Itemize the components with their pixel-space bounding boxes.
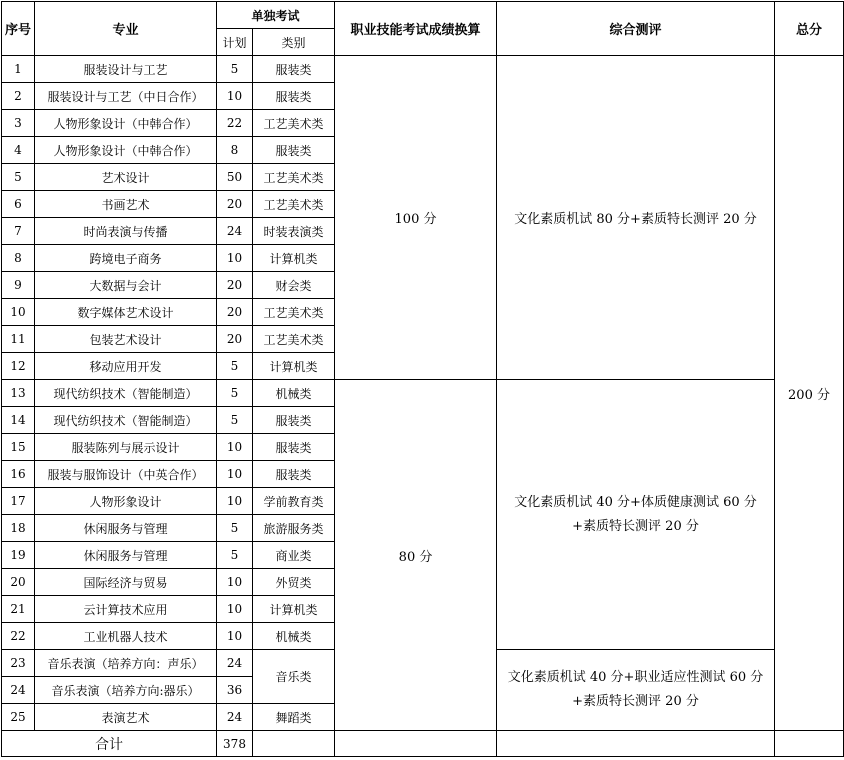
- row-no: 10: [2, 299, 35, 326]
- row-category: 机械类: [253, 380, 335, 407]
- row-major: 现代纺织技术（智能制造）: [35, 407, 217, 434]
- assessment-group-b-line2: +素质特长测评 20 分: [572, 518, 699, 534]
- row-no: 17: [2, 488, 35, 515]
- row-major: 音乐表演（培养方向:器乐）: [35, 677, 217, 704]
- row-plan: 10: [217, 83, 253, 110]
- row-plan: 10: [217, 596, 253, 623]
- row-no: 21: [2, 596, 35, 623]
- row-plan: 36: [217, 677, 253, 704]
- skill-score-group-a: 100 分: [335, 56, 497, 380]
- row-plan: 5: [217, 407, 253, 434]
- row-plan: 50: [217, 164, 253, 191]
- header-assessment: 综合测评: [497, 2, 775, 56]
- row-major: 移动应用开发: [35, 353, 217, 380]
- row-category: 工艺美术类: [253, 164, 335, 191]
- row-no: 8: [2, 245, 35, 272]
- row-category: 服装类: [253, 407, 335, 434]
- assessment-group-c-line1: 文化素质机试 40 分+职业适应性测试 60 分: [507, 670, 764, 685]
- total-row: [2, 731, 844, 757]
- row-no: 6: [2, 191, 35, 218]
- row-category: 学前教育类: [253, 488, 335, 515]
- row-major: 大数据与会计: [35, 272, 217, 299]
- empty-cell: [335, 731, 497, 757]
- row-category: 商业类: [253, 542, 335, 569]
- row-category: 工艺美术类: [253, 326, 335, 353]
- row-major: 时尚表演与传播: [35, 218, 217, 245]
- row-major: 国际经济与贸易: [35, 569, 217, 596]
- row-category: 服装类: [253, 461, 335, 488]
- row-major: 表演艺术: [35, 704, 217, 731]
- total-score: 200 分: [775, 56, 844, 731]
- row-no: 18: [2, 515, 35, 542]
- assessment-group-b: [497, 380, 775, 650]
- row-category: 计算机类: [253, 353, 335, 380]
- row-category: 服装类: [253, 137, 335, 164]
- row-plan: 5: [217, 542, 253, 569]
- row-major: 人物形象设计（中韩合作）: [35, 110, 217, 137]
- row-category: 计算机类: [253, 596, 335, 623]
- skill-score-group-b: 80 分: [335, 380, 497, 731]
- header-seq: 序号: [2, 2, 35, 56]
- row-major: 人物形象设计（中韩合作）: [35, 137, 217, 164]
- row-major: 音乐表演（培养方向：声乐）: [35, 650, 217, 677]
- row-plan: 5: [217, 353, 253, 380]
- row-category: 服装类: [253, 56, 335, 83]
- row-no: 25: [2, 704, 35, 731]
- row-major: 工业机器人技术: [35, 623, 217, 650]
- header-plan: 计划: [217, 29, 253, 56]
- header-major: 专业: [35, 2, 217, 56]
- row-category: 服装类: [253, 83, 335, 110]
- row-plan: 10: [217, 245, 253, 272]
- row-no: 14: [2, 407, 35, 434]
- admission-plan-table: [1, 1, 844, 757]
- row-plan: 22: [217, 110, 253, 137]
- assessment-group-c-line2: +素质特长测评 20 分: [572, 694, 699, 709]
- row-plan: 20: [217, 299, 253, 326]
- row-category: 计算机类: [253, 245, 335, 272]
- header-category: 类别: [253, 29, 335, 56]
- row-category: 工艺美术类: [253, 299, 335, 326]
- header-separate-exam: 单独考试: [217, 2, 335, 29]
- row-major: 书画艺术: [35, 191, 217, 218]
- row-category: 工艺美术类: [253, 191, 335, 218]
- row-no: 13: [2, 380, 35, 407]
- empty-cell: [253, 731, 335, 757]
- empty-cell: [775, 731, 844, 757]
- row-no: 22: [2, 623, 35, 650]
- row-plan: 10: [217, 434, 253, 461]
- row-no: 23: [2, 650, 35, 677]
- row-major: 休闲服务与管理: [35, 515, 217, 542]
- row-major: 数字媒体艺术设计: [35, 299, 217, 326]
- row-major: 云计算技术应用: [35, 596, 217, 623]
- row-plan: 20: [217, 191, 253, 218]
- row-plan: 10: [217, 623, 253, 650]
- row-plan: 10: [217, 569, 253, 596]
- row-plan: 24: [217, 218, 253, 245]
- row-category: 时装表演类: [253, 218, 335, 245]
- row-major: 休闲服务与管理: [35, 542, 217, 569]
- row-no: 9: [2, 272, 35, 299]
- assessment-group-b-line1: 文化素质机试 40 分+体质健康测试 60 分: [514, 494, 757, 510]
- assessment-group-a: 文化素质机试 80 分+素质特长测评 20 分: [497, 56, 775, 380]
- row-plan: 10: [217, 461, 253, 488]
- row-major: 服装陈列与展示设计: [35, 434, 217, 461]
- row-no: 24: [2, 677, 35, 704]
- row-no: 15: [2, 434, 35, 461]
- row-no: 20: [2, 569, 35, 596]
- row-plan: 20: [217, 326, 253, 353]
- plan-total: 378: [217, 731, 253, 757]
- row-category: 服装类: [253, 434, 335, 461]
- empty-cell: [497, 731, 775, 757]
- row-major: 服装设计与工艺（中日合作）: [35, 83, 217, 110]
- row-major: 现代纺织技术（智能制造）: [35, 380, 217, 407]
- table-row: [2, 380, 844, 407]
- row-category: 舞蹈类: [253, 704, 335, 731]
- row-no: 2: [2, 83, 35, 110]
- header-skill-score: 职业技能考试成绩换算: [335, 2, 497, 56]
- row-major: 人物形象设计: [35, 488, 217, 515]
- row-plan: 20: [217, 272, 253, 299]
- row-plan: 5: [217, 56, 253, 83]
- row-category: 音乐类: [253, 650, 335, 704]
- row-category: 旅游服务类: [253, 515, 335, 542]
- row-no: 1: [2, 56, 35, 83]
- row-no: 16: [2, 461, 35, 488]
- row-no: 11: [2, 326, 35, 353]
- row-no: 4: [2, 137, 35, 164]
- row-no: 5: [2, 164, 35, 191]
- row-plan: 5: [217, 380, 253, 407]
- row-plan: 10: [217, 488, 253, 515]
- header-total: 总分: [775, 2, 844, 56]
- total-label: 合计: [2, 731, 217, 757]
- row-major: 艺术设计: [35, 164, 217, 191]
- row-category: 机械类: [253, 623, 335, 650]
- assessment-group-c: [497, 650, 775, 731]
- row-major: 包装艺术设计: [35, 326, 217, 353]
- row-no: 19: [2, 542, 35, 569]
- row-category: 外贸类: [253, 569, 335, 596]
- row-plan: 24: [217, 650, 253, 677]
- row-plan: 8: [217, 137, 253, 164]
- row-major: 跨境电子商务: [35, 245, 217, 272]
- row-no: 7: [2, 218, 35, 245]
- row-no: 12: [2, 353, 35, 380]
- row-category: 工艺美术类: [253, 110, 335, 137]
- table-row: [2, 56, 844, 83]
- row-no: 3: [2, 110, 35, 137]
- row-category: 财会类: [253, 272, 335, 299]
- row-major: 服装设计与工艺: [35, 56, 217, 83]
- row-major: 服装与服饰设计（中英合作）: [35, 461, 217, 488]
- row-plan: 5: [217, 515, 253, 542]
- row-plan: 24: [217, 704, 253, 731]
